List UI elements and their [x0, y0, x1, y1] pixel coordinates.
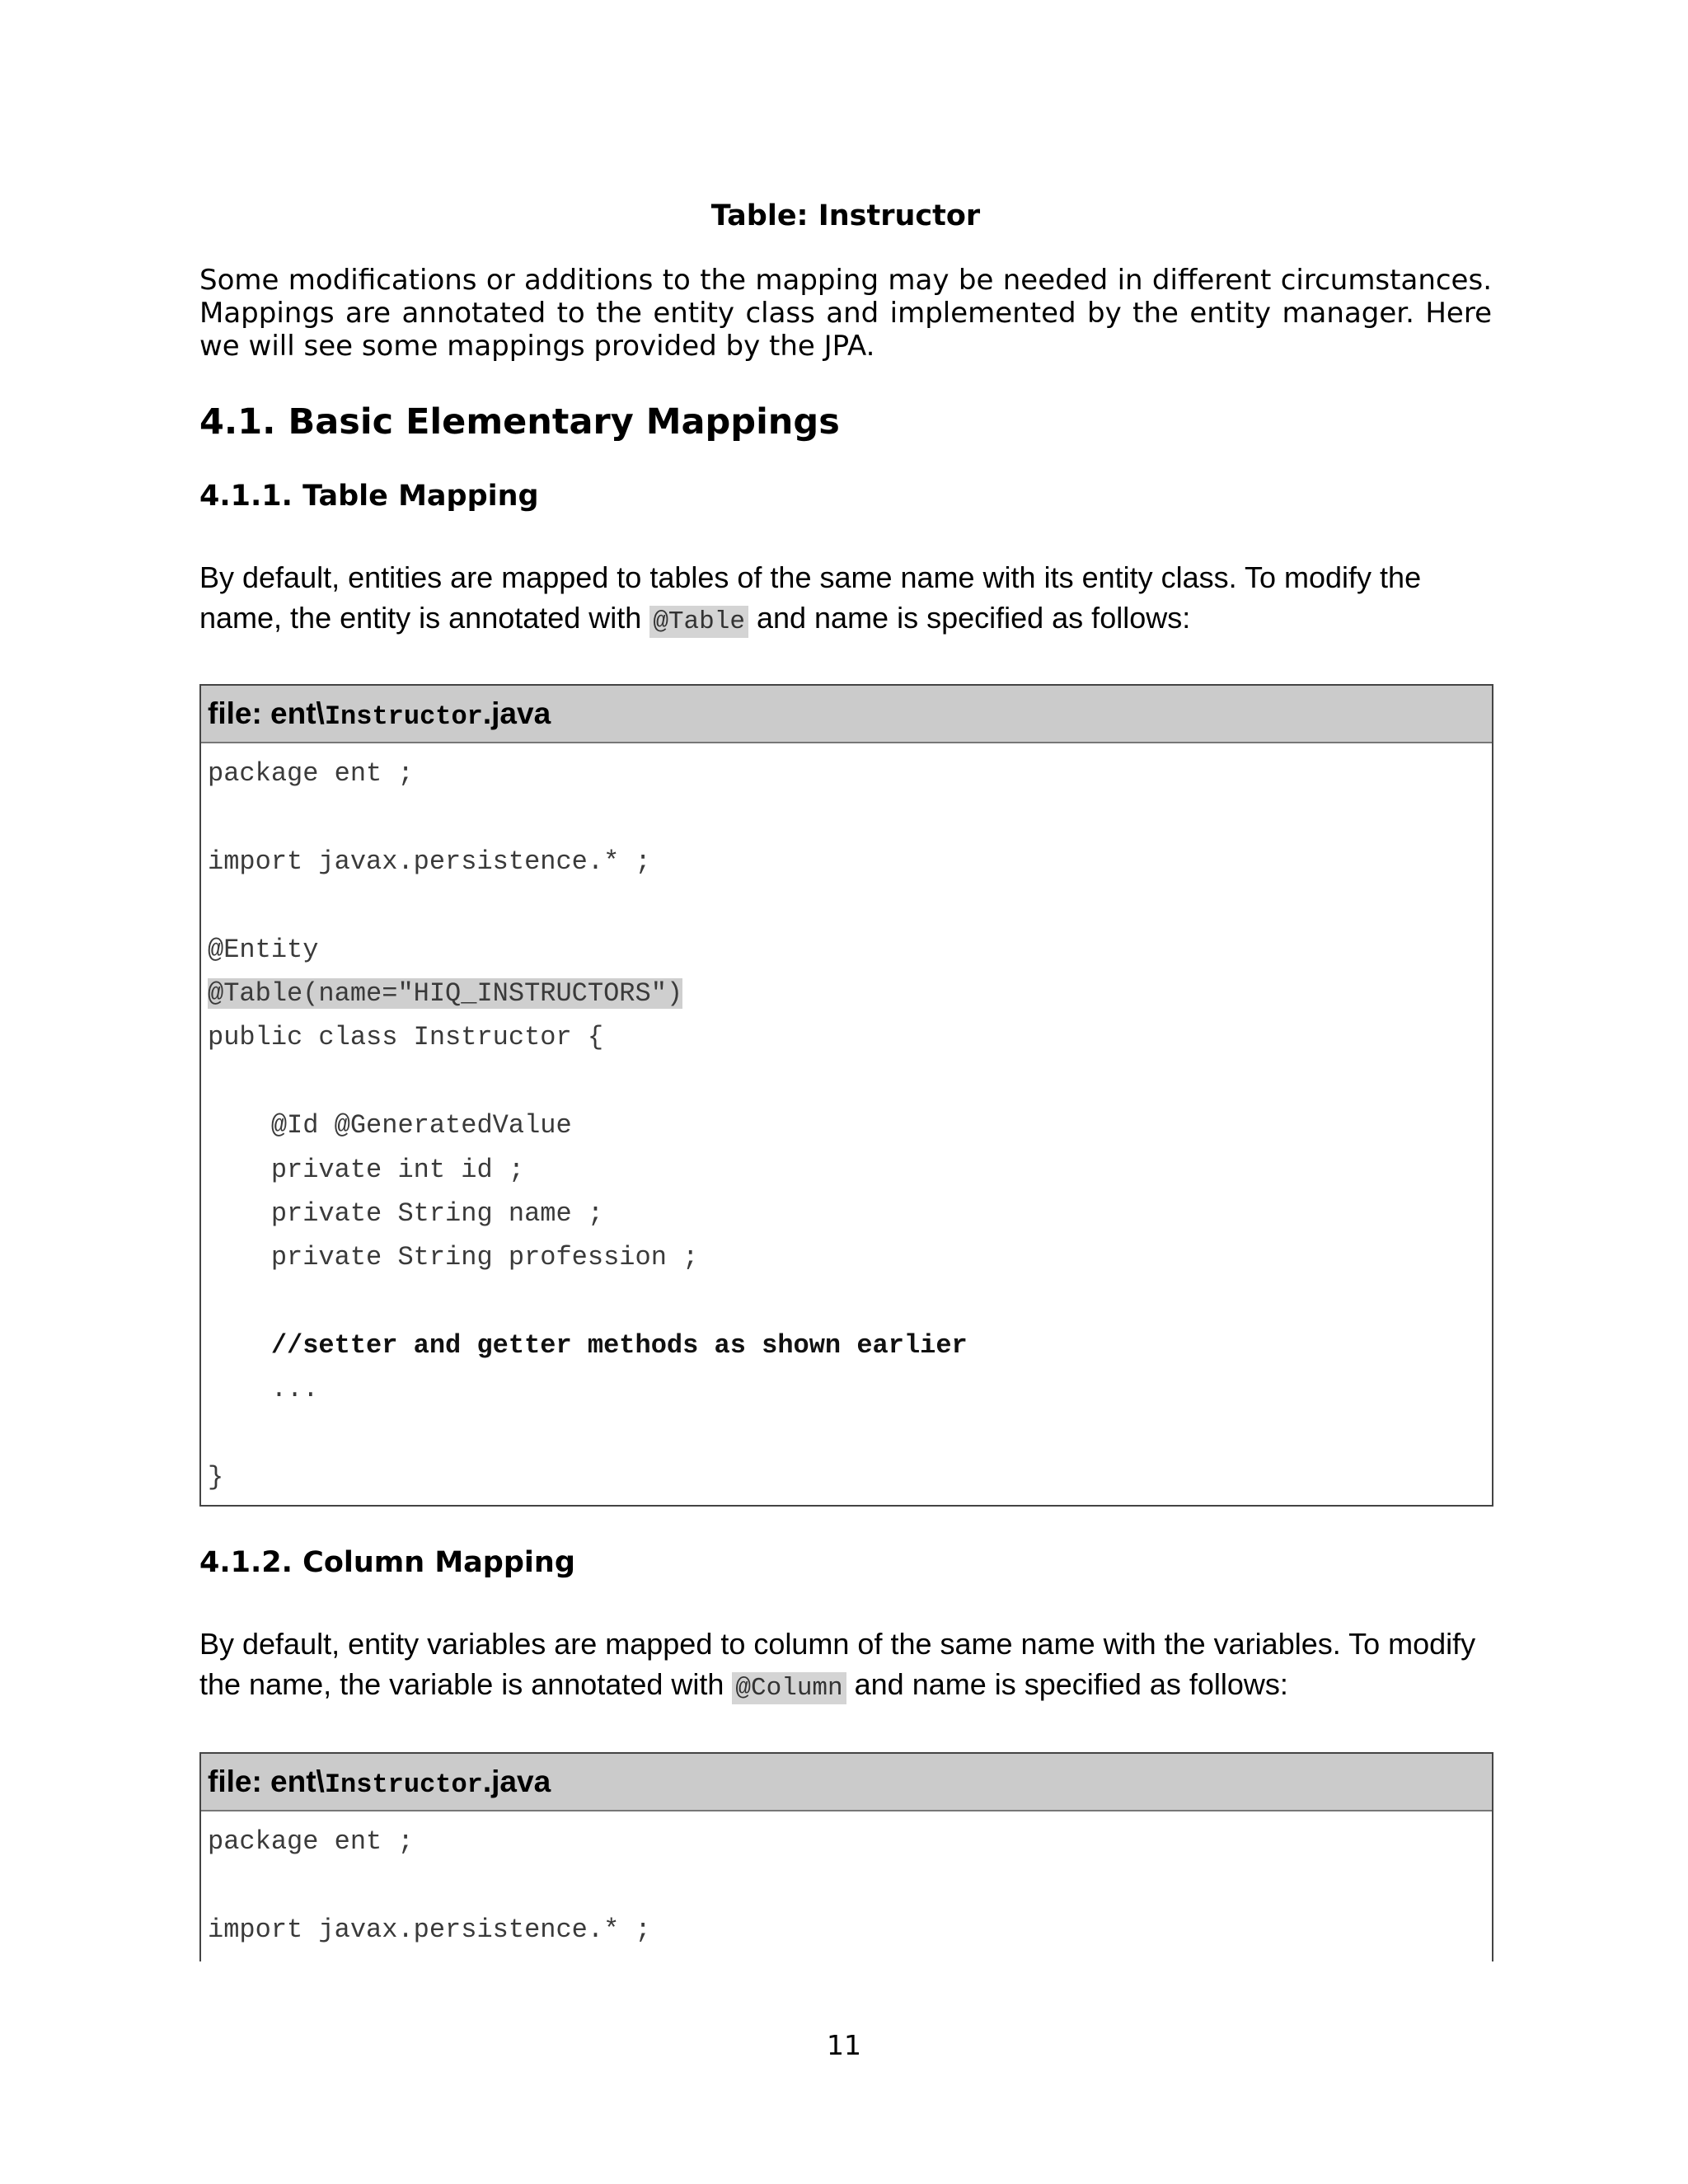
- code-listing-column: [199, 1752, 1493, 1961]
- page-number: 11: [827, 2029, 861, 2061]
- file-label-prefix: file: ent\: [208, 1765, 325, 1798]
- paragraph-text: and name is specified as follows:: [846, 1667, 1288, 1701]
- code-listing-body: [201, 1811, 1492, 1958]
- table-caption: Table: Instructor: [710, 199, 981, 232]
- code-line: import javax.persistence.* ;: [208, 846, 651, 877]
- code-listing-body: [201, 743, 1492, 1507]
- code-line: private String name ;: [208, 1197, 604, 1229]
- code-listing-header: [201, 686, 1492, 743]
- code-line: [208, 795, 1492, 839]
- paragraph-text: By default, entities are mapped to tables of the same name with its entity class. To modify the name, the entity is annotated with: [199, 560, 1422, 635]
- code-line: [208, 883, 1492, 927]
- code-line: private String profession ;: [208, 1242, 699, 1273]
- file-label-name: Instructor: [324, 1769, 483, 1800]
- intro-paragraph: Some modifications or additions to the mapping may be needed in different circumstances. Mappings are annotated to the entity class and implemented by the entity manager. Here we will see some mappings provided by the JPA.: [199, 264, 1492, 363]
- code-listing-header: [201, 1754, 1492, 1811]
- code-line: import javax.persistence.* ;: [208, 1914, 651, 1945]
- code-line: [208, 1863, 1492, 1907]
- code-line: [208, 1412, 1492, 1455]
- code-comment-line: //setter and getter methods as shown earlier: [208, 1330, 968, 1361]
- table-mapping-paragraph: [199, 557, 1492, 642]
- file-label-ext: .java: [482, 696, 551, 730]
- file-label-ext: .java: [482, 1765, 551, 1798]
- code-line: public class Instructor {: [208, 1022, 604, 1053]
- code-line: private int id ;: [208, 1154, 525, 1185]
- code-line-highlighted: [208, 972, 1492, 1015]
- code-line: package ent ;: [208, 758, 414, 789]
- inline-code-table: @Table: [649, 606, 748, 638]
- paragraph-text: and name is specified as follows:: [748, 601, 1191, 635]
- code-line: package ent ;: [208, 1826, 414, 1857]
- inline-code-column: @Column: [732, 1672, 846, 1704]
- code-line: }: [208, 1462, 224, 1493]
- column-mapping-paragraph: [199, 1624, 1492, 1708]
- paragraph-text: By default, entity variables are mapped to column of the same name with the variables. To modify the name, the variable is annotated with: [199, 1627, 1476, 1701]
- code-line: @Id @GeneratedValue: [208, 1110, 572, 1141]
- code-listing-table: [199, 684, 1493, 1507]
- file-label-name: Instructor: [324, 701, 483, 732]
- file-label-prefix: file: ent\: [208, 696, 325, 730]
- code-line: ...: [208, 1374, 319, 1405]
- table-mapping-heading: 4.1.1. Table Mapping: [199, 480, 539, 513]
- column-mapping-heading: 4.1.2. Column Mapping: [199, 1546, 575, 1579]
- code-line: [208, 1280, 1492, 1324]
- code-line: @Entity: [208, 934, 319, 965]
- code-highlight: @Table(name="HIQ_INSTRUCTORS"): [208, 977, 683, 1009]
- code-line: [208, 1060, 1492, 1104]
- section-heading: 4.1. Basic Elementary Mappings: [199, 401, 840, 443]
